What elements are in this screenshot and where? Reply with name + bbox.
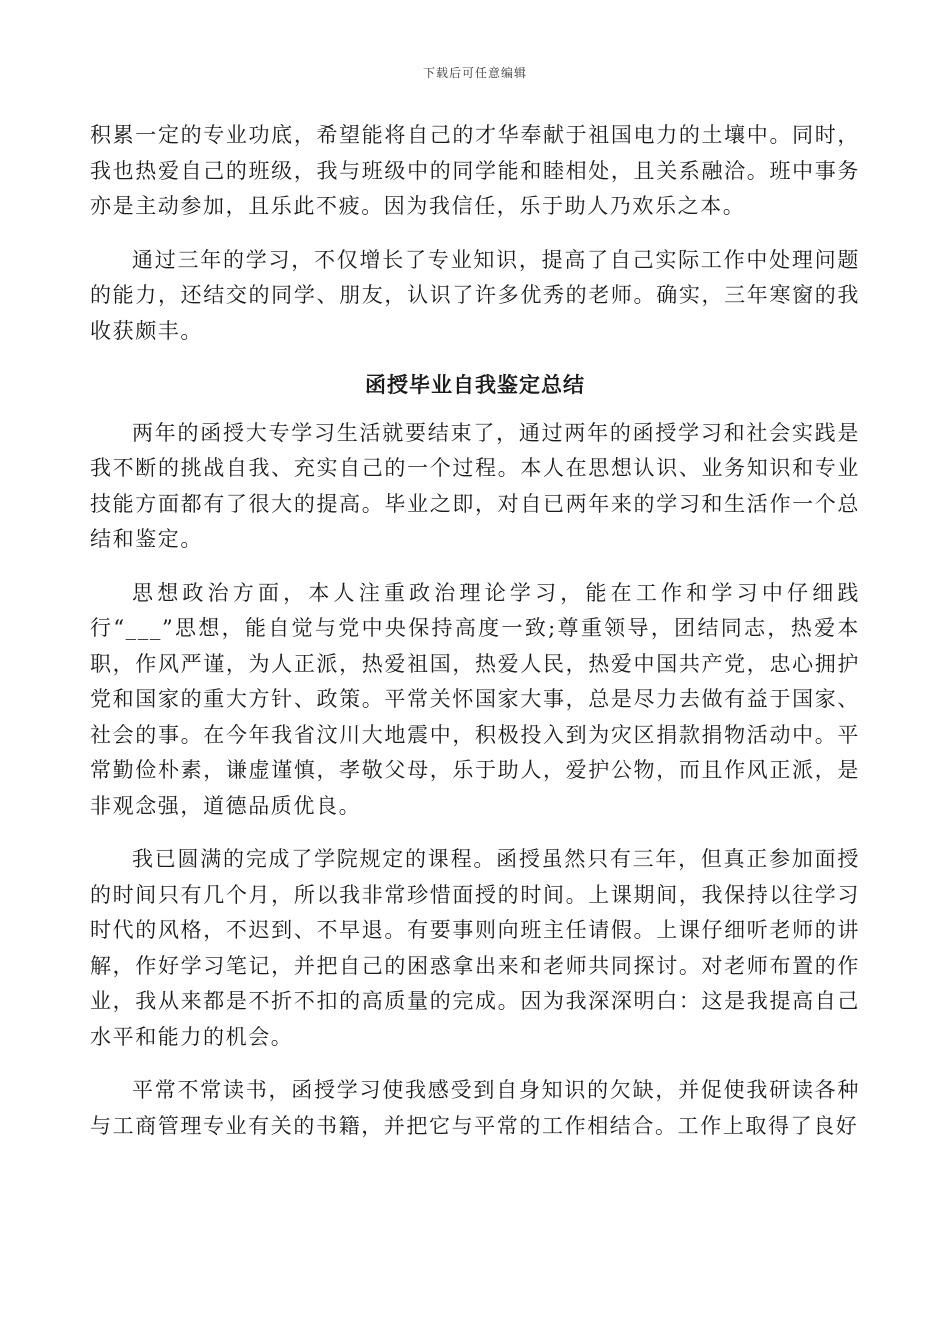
page-header: 下载后可任意编辑 [422, 66, 527, 80]
paragraph-intro: 两年的函授大专学习生活就要结束了，通过两年的函授学习和社会实践是我不断的挑战自我、充实自己的一个过程。本人在思想认识、业务知识和专业技能方面都有了很大的提高。毕业之即，对自已两年来的学习和生活作一个总结和鉴定。 [90, 420, 860, 551]
paragraph-reading: 平常不常读书，函授学习使我感受到自身知识的欠缺，并促使我研读各种与工商管理专业有关的书籍，并把它与平常的工作相结合。工作上取得了良好 [90, 1078, 860, 1138]
paragraph-continuation: 积累一定的专业功底，希望能将自己的才华奉献于祖国电力的土壤中。同时，我也热爱自己的班级，我与班级中的同学能和睦相处，且关系融洽。班中事务亦是主动参加，且乐此不疲。因为我信任，乐于助人乃欢乐之本。 [90, 123, 860, 218]
paragraph-three-years: 通过三年的学习，不仅增长了专业知识，提高了自己实际工作中处理问题的能力，还结交的同学、朋友，认识了许多优秀的老师。确实，三年寒窗的我收获颇丰。 [90, 247, 860, 343]
paragraph-courses: 我已圆满的完成了学院规定的课程。函授虽然只有三年，但真正参加面授的时间只有几个月，所以我非常珍惜面授的时间。上课期间，我保持以往学习时代的风格，不迟到、不早退。有要事则向班主任请假。上课仔细听老师的讲解，作好学习笔记，并把自己的困惑拿出来和老师共同探讨。对老师布置的作业，我从来都是不折不扣的高质量的完成。因为我深深明白：这是我提高自己水平和能力的机会。 [90, 847, 860, 1049]
paragraph-political: 思想政治方面，本人注重政治理论学习，能在工作和学习中仔细践行“___”思想，能自觉与党中央保持高度一致;尊重领导，团结同志，热爱本职，作风严谨，为人正派，热爱祖国，热爱人民，热爱中国共产党，忠心拥护党和国家的重大方针、政策。平常关怀国家大事，总是尽力去做有益于国家、社会的事。在今年我省汶川大地震中，积极投入到为灾区捐款捐物活动中。平常勤俭朴素，谦虚谨慎，孝敬父母，乐于助人，爱护公物，而且作风正派，是非观念强，道德品质优良。 [90, 580, 860, 818]
document-body [90, 118, 860, 1162]
section-title: 函授毕业自我鉴定总结 [365, 372, 585, 397]
